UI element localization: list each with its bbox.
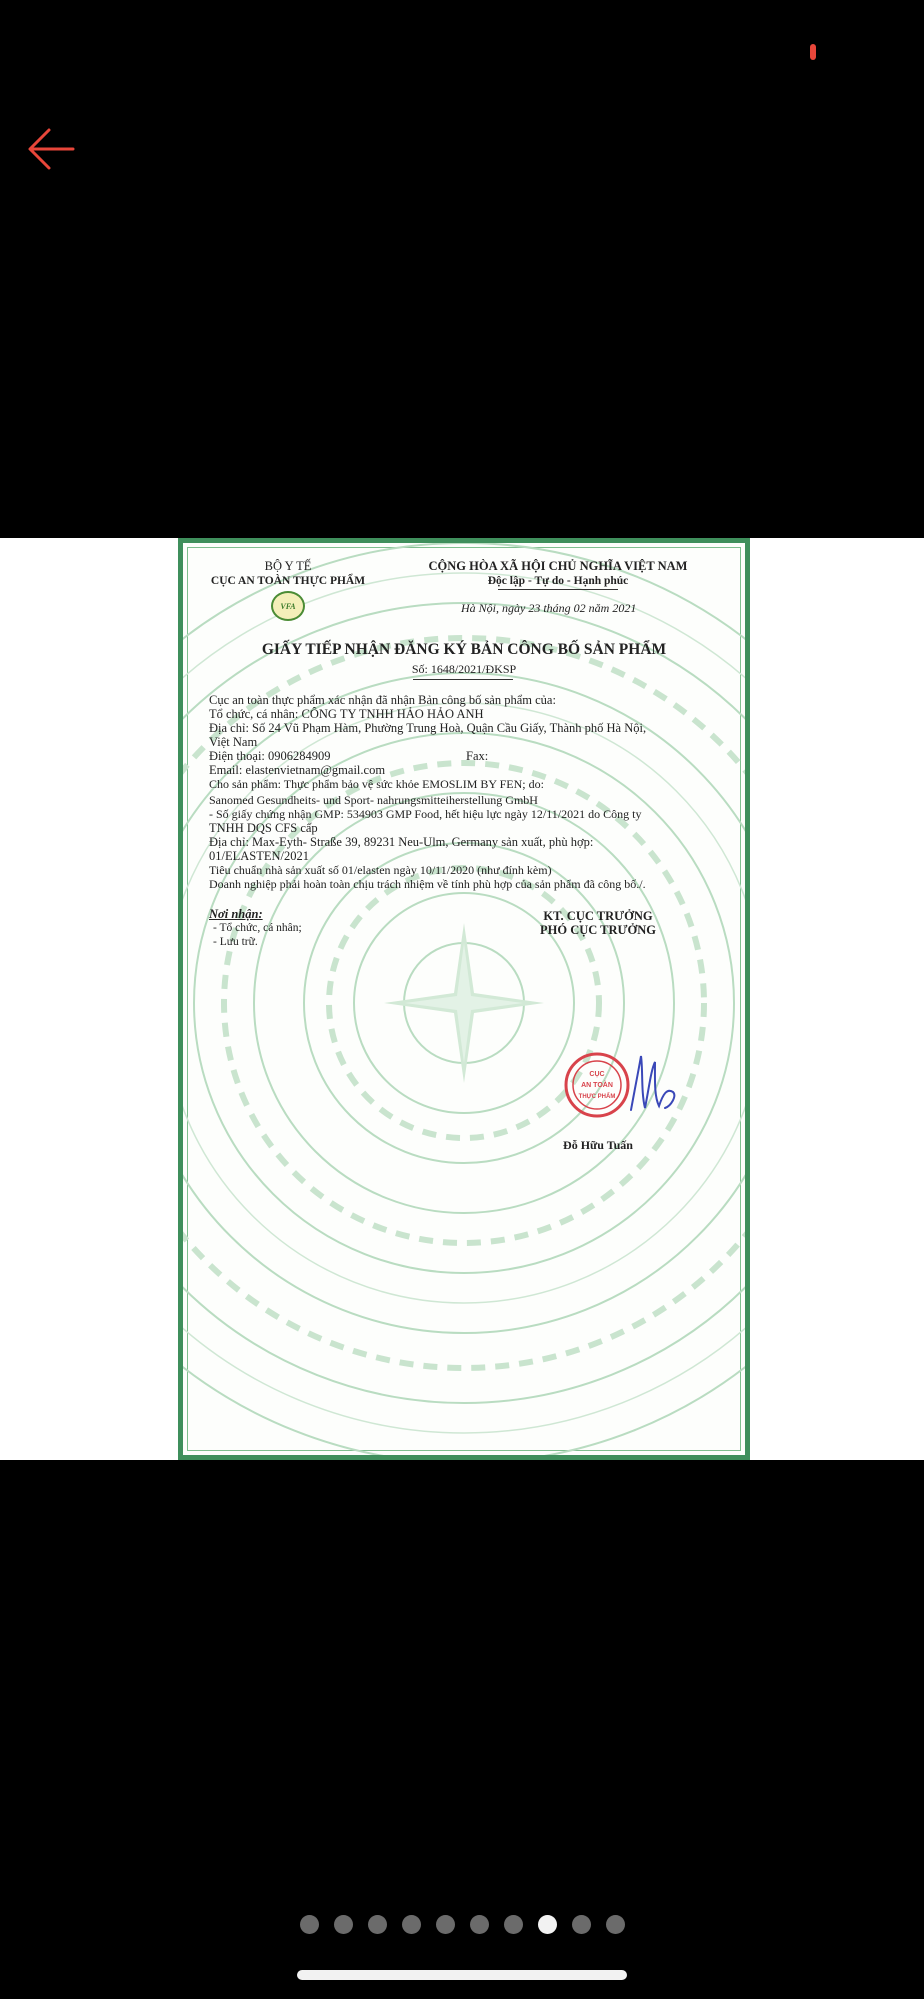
body-line: Điện thoại: 0906284909 <box>209 749 331 763</box>
page-dot[interactable] <box>606 1915 625 1934</box>
body-line: 01/ELASTEN/2021 <box>209 849 309 863</box>
motto: Độc lập - Tự do - Hạnh phúc <box>487 575 629 587</box>
page-indicator[interactable] <box>0 1914 924 1934</box>
ministry-logo: VFA <box>271 591 305 621</box>
body-line: Tiêu chuẩn nhà sản xuất số 01/elasten ngày 10/11/2020 (như đính kèm) <box>209 863 552 877</box>
signer-name: Đỗ Hữu Tuấn <box>563 1138 633 1152</box>
motto-underline <box>498 589 618 590</box>
body-line: Cục an toàn thực phẩm xác nhận đã nhận Bản công bố sản phẩm của: <box>209 693 556 707</box>
home-indicator[interactable] <box>297 1970 627 1980</box>
page-dot[interactable] <box>470 1915 489 1934</box>
page-dot[interactable] <box>504 1915 523 1934</box>
page-dot[interactable] <box>368 1915 387 1934</box>
body-line: - Số giấy chứng nhận GMP: 534903 GMP Food, hết hiệu lực ngày 12/11/2021 do Công ty <box>209 807 642 821</box>
republic-heading: CỘNG HÒA XÃ HỘI CHỦ NGHĨA VIỆT NAM <box>428 559 688 573</box>
image-viewer[interactable] <box>0 538 924 1460</box>
page-dot[interactable] <box>572 1915 591 1934</box>
page-dot[interactable] <box>334 1915 353 1934</box>
document-number: Số: 1648/2021/ĐKSP <box>411 662 517 676</box>
certificate-document <box>178 538 750 1460</box>
issue-date: Hà Nội, ngày 23 tháng 02 năm 2021 <box>461 601 637 615</box>
stamp-line: THỰC PHẨM <box>578 1094 616 1100</box>
stamp-line: CỤC <box>589 1071 605 1078</box>
body-line: Email: elastenvietnam@gmail.com <box>209 763 386 777</box>
ministry-name: BỘ Y TẾ <box>264 559 312 573</box>
signer-title-1: KT. CỤC TRƯỞNG <box>543 909 653 923</box>
stamp-line: AN TOÀN <box>581 1082 613 1089</box>
page-dot[interactable] <box>402 1915 421 1934</box>
page-dot[interactable] <box>436 1915 455 1934</box>
body-line: Việt Nam <box>209 735 258 749</box>
recording-indicator <box>810 44 816 60</box>
fax-label: Fax: <box>466 749 489 763</box>
body-line: Sanomed Gesundheits- und Sport- nahrungsmitteiherstellung GmbH <box>209 793 538 807</box>
body-line: Tổ chức, cá nhân: CÔNG TY TNHH HẢO HẢO ANH <box>209 707 484 721</box>
department-name: CỤC AN TOÀN THỰC PHẨM <box>210 575 366 587</box>
body-line: Địa chỉ: Số 24 Vũ Phạm Hàm, Phường Trung Hoà, Quận Cầu Giấy, Thành phố Hà Nội, <box>209 721 647 735</box>
page-dot-active[interactable] <box>538 1915 557 1934</box>
document-title: GIẤY TIẾP NHẬN ĐĂNG KÝ BẢN CÔNG BỐ SẢN PHẨM <box>261 641 667 658</box>
body-line: Địa chỉ: Max-Eyth- Straße 39, 89231 Neu-Ulm, Germany sản xuất, phù hợp: <box>209 835 594 849</box>
signature-graphic <box>621 1048 681 1122</box>
title-underline <box>413 679 513 680</box>
body-line: Cho sản phẩm: Thực phẩm bảo vệ sức khỏe EMOSLIM BY FEN; do: <box>209 777 544 791</box>
body-line: Doanh nghiệp phải hoàn toàn chịu trách nhiệm về tính phù hợp của sản phẩm đã công bố./. <box>209 877 646 891</box>
page-dot[interactable] <box>300 1915 319 1934</box>
signer-title-2: PHÓ CỤC TRƯỞNG <box>540 923 656 937</box>
arrow-left-icon <box>27 127 75 171</box>
recipients-title: Nơi nhận: <box>209 907 263 921</box>
recipient-item: - Lưu trữ. <box>213 936 258 948</box>
back-button[interactable] <box>22 120 80 178</box>
recipient-item: - Tổ chức, cá nhân; <box>213 922 302 934</box>
body-line: TNHH DQS CFS cấp <box>209 821 318 835</box>
